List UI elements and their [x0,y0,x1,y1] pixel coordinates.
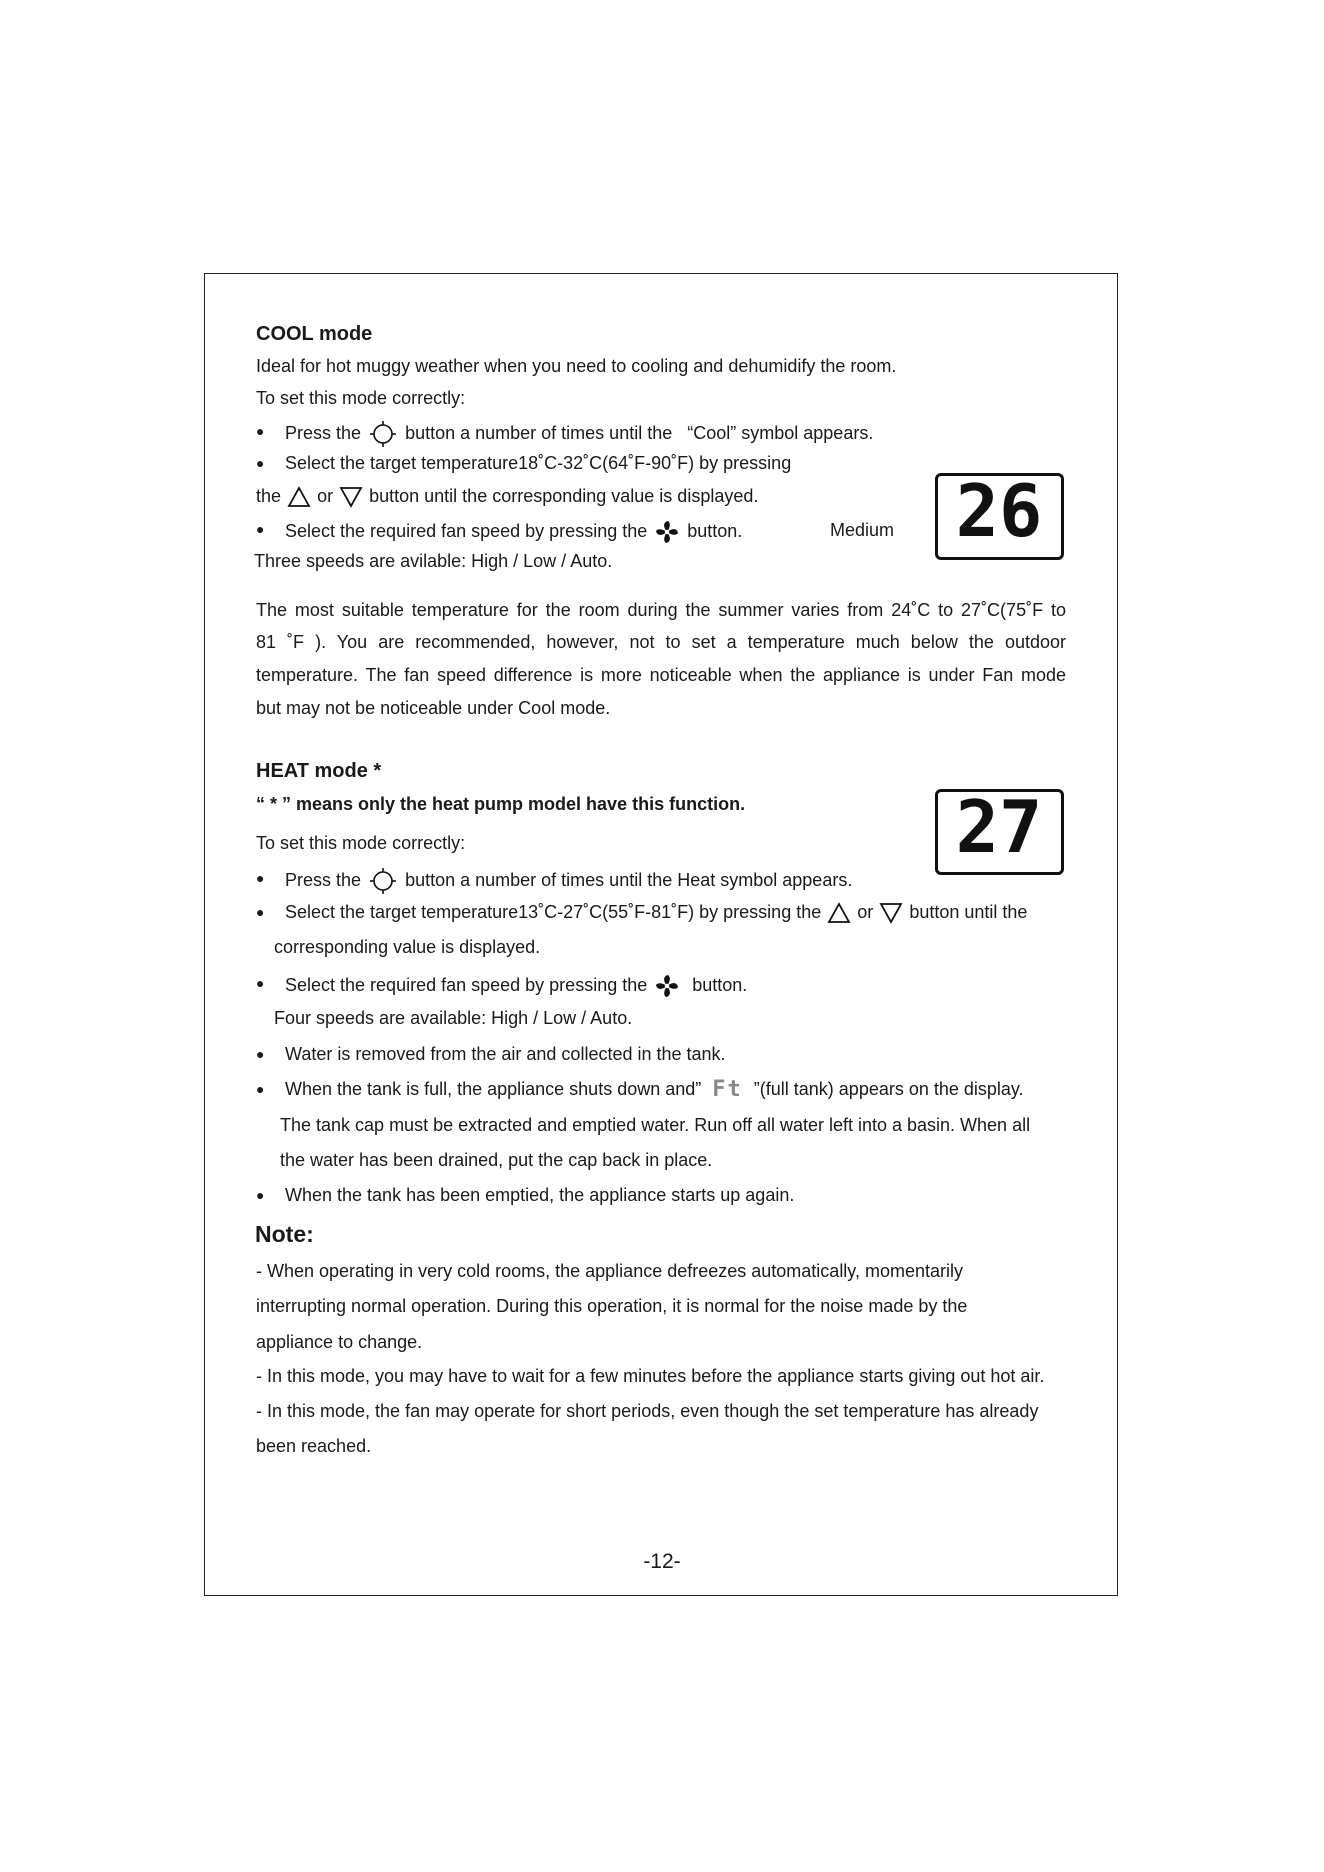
note-title: Note: [255,1221,314,1247]
heat-bullet-fan [285,971,747,1001]
note-line3: appliance to change. [256,1332,423,1352]
bullet-dot: ● [256,423,265,439]
lcd-digits-27 [938,792,1061,872]
cool-b2-or: or [317,486,334,506]
bullet-dot: ● [256,975,265,991]
lcd-digits-26 [938,476,1061,557]
cool-b3-post: button. [687,520,743,541]
cool-para-line1: The most suitable temperature for the room during the summer varies from 24˚C to 27˚C(75˚F to [256,600,1066,620]
cool-set-label: To set this mode correctly: [256,388,466,408]
cool-b1-pre: Press the [285,422,362,443]
bullet-dot: ● [256,904,265,920]
mode-icon [366,866,400,896]
cool-speeds-value: High / Low / Auto. [471,551,613,571]
bullet-dot: ● [256,1046,265,1062]
bullet-dot: ● [256,521,265,537]
up-arrow-icon [826,901,852,925]
heat-b5-cont2: the water has been drained, put the cap back in place. [280,1150,713,1170]
cool-b3-pre: Select the required fan speed by pressing the [285,520,648,541]
heat-b6: When the tank has been emptied, the appliance starts up again. [285,1185,795,1205]
cool-b1-post: button a number of times until the [405,422,673,443]
heat-bullet-temp [285,900,1027,925]
bullet-dot: ● [256,870,265,886]
note-line1: - When operating in very cold rooms, the appliance defreezes automatically, momentarily [256,1261,964,1281]
fan-icon [652,971,682,1001]
heat-mode-title: HEAT mode * [256,760,382,782]
heat-b4: Water is removed from the air and collected in the tank. [285,1044,726,1064]
heat-bullet-mode [285,866,852,896]
heat-b5-post: ”(full tank) appears on the display. [753,1079,1024,1099]
cool-mode-title: COOL mode [256,323,373,345]
cool-bullet-temp-cont [256,484,758,509]
cool-b2-post: button until the corresponding value is displayed. [369,486,759,506]
bullet-dot: ● [256,1187,265,1203]
up-arrow-icon [286,485,312,509]
cool-speeds [254,549,612,573]
lcd-display-cool [935,473,1064,560]
note-line6: been reached. [256,1436,372,1456]
heat-b2-pre: Select the target temperature13˚C-27˚C(55˚F-81˚F) by pressing the [285,902,822,922]
note-line4: - In this mode, you may have to wait for a few minutes before the appliance starts giving out hot air. [256,1366,1045,1386]
mode-icon [366,419,400,449]
heat-speeds: Four speeds are available: High / Low / Auto. [274,1008,633,1028]
down-arrow-icon [878,901,904,925]
lcd-value: 26 [955,476,1043,553]
bullet-dot: ● [256,455,265,471]
lcd-value: 27 [955,792,1043,869]
cool-b2: Select the target temperature18˚C-32˚C(64˚F-90˚F) by pressing [285,453,792,473]
cool-intro: Ideal for hot muggy weather when you need to cooling and dehumidify the room. [256,356,897,376]
heat-b2-post: button until the [909,902,1028,922]
cool-speeds-label: Three speeds are avilable: [254,551,467,571]
heat-b3-post: button. [692,974,748,995]
heat-b1-post: button a number of times until the Heat symbol appears. [405,869,853,890]
heat-b1-pre: Press the [285,869,362,890]
cool-para-line2: 81 ˚F ). You are recommended, however, not to set a temperature much below the outdoor [256,632,1066,652]
cool-b1-quote: “Cool” symbol appears. [687,422,874,443]
heat-b3-pre: Select the required fan speed by pressing the [285,974,648,995]
heat-set-label: To set this mode correctly: [256,833,466,853]
heat-bullet-tank [285,1077,1024,1102]
cool-bullet-mode [285,419,873,449]
heat-footnote: “ * ” means only the heat pump model have this function. [256,794,746,814]
note-line5: - In this mode, the fan may operate for short periods, even though the set temperature has already [256,1401,1039,1421]
cool-b2-the: the [256,486,282,506]
page-number: -12- [643,1550,681,1573]
bullet-dot: ● [256,1081,265,1097]
fan-icon [652,517,682,547]
full-tank-code: Ft [712,1077,743,1103]
cool-para-line3: temperature. The fan speed difference is more noticeable when the appliance is under Fan mode [256,665,1066,685]
cool-para-line4: but may not be noticeable under Cool mode. [256,698,611,718]
heat-b5-cont1: The tank cap must be extracted and emptied water. Run off all water left into a basin. When all [280,1115,1031,1135]
note-line2: interrupting normal operation. During this operation, it is normal for the noise made by the [256,1296,968,1316]
heat-b5-pre: When the tank is full, the appliance shuts down and” [285,1079,702,1099]
heat-b2-cont: corresponding value is displayed. [274,937,541,957]
lcd-display-heat [935,789,1064,875]
fan-speed-label: Medium [830,520,895,540]
heat-b2-or: or [857,902,874,922]
cool-bullet-fan [285,517,742,547]
down-arrow-icon [338,485,364,509]
